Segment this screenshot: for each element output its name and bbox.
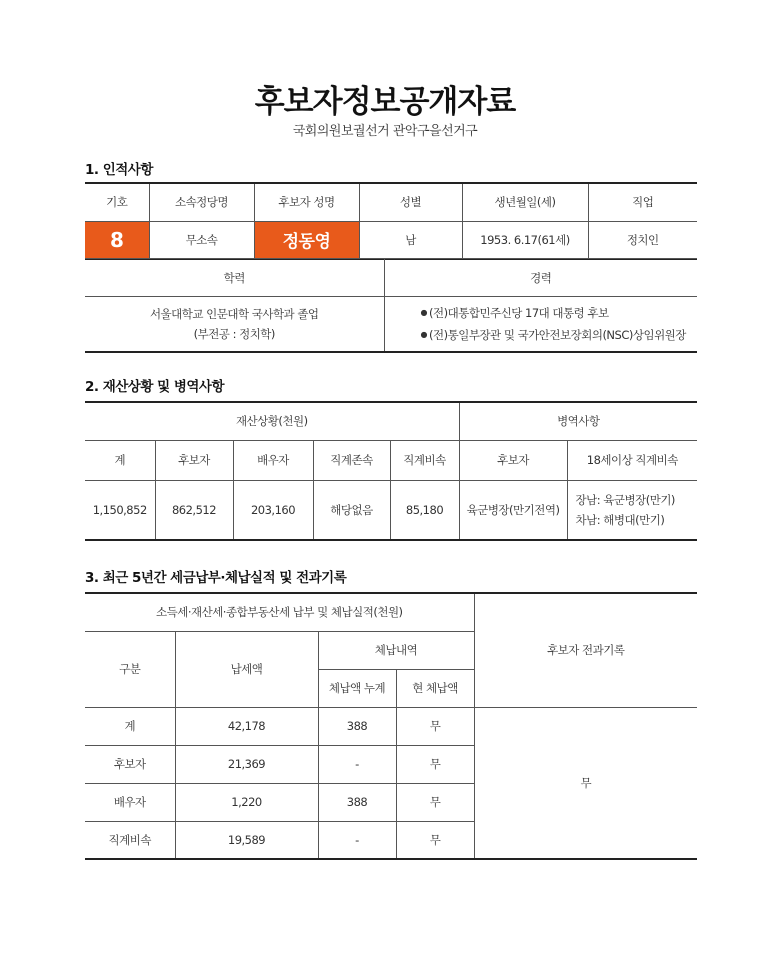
military-children xyxy=(567,480,697,540)
career-header: 경력 xyxy=(384,259,697,297)
assets-total: 1,150,852 xyxy=(85,480,155,540)
header-name: 후보자 성명 xyxy=(254,183,359,221)
col-mil-candidate: 후보자 xyxy=(459,440,567,480)
military-header: 병역사항 xyxy=(459,402,697,440)
section-title-tax: 3. 최근 5년간 세금납부·체납실적 및 전과기록 xyxy=(85,570,347,586)
assets-candidate: 862,512 xyxy=(155,480,233,540)
candidate-job: 정치인 xyxy=(588,221,697,259)
tax-row-arrears-current: 무 xyxy=(396,745,474,783)
education-header: 학력 xyxy=(223,270,245,285)
candidate-number: 8 xyxy=(85,221,149,259)
tax-header: 소득세·재산세·종합부동산세 납부 및 체납실적(천원) xyxy=(156,605,403,620)
tax-row-arrears-total: - xyxy=(318,745,396,783)
assets-spouse: 203,160 xyxy=(233,480,313,540)
education-line-2: (부전공 : 정치학) xyxy=(193,326,275,341)
property-military-table xyxy=(85,401,697,541)
col-total: 계 xyxy=(85,440,155,480)
header-number: 기호 xyxy=(106,195,128,210)
assets-descendant: 85,180 xyxy=(390,480,459,540)
career-value xyxy=(384,297,697,352)
candidate-birth: 1953. 6.17(61세) xyxy=(462,221,588,259)
col-arrears: 체납내역 xyxy=(318,631,474,669)
col-candidate: 후보자 xyxy=(155,440,233,480)
candidate-name: 정동영 xyxy=(254,221,359,259)
tax-row-label: 계 xyxy=(85,707,175,745)
tax-row-arrears-total: 388 xyxy=(318,783,396,821)
tax-row-label: 직계비속 xyxy=(85,821,175,859)
education-value xyxy=(85,297,384,352)
military-candidate: 육군병장(만기전역) xyxy=(459,480,567,540)
section-title-property: 2. 재산상황 및 병역사항 xyxy=(85,379,224,395)
tax-row-paid: 19,589 xyxy=(175,821,318,859)
col-mil-children: 18세이상 직계비속 xyxy=(567,440,697,480)
criminal-record-header: 후보자 전과기록 xyxy=(474,593,697,707)
col-arrears-current: 현 체납액 xyxy=(396,669,474,707)
tax-record-table xyxy=(85,592,697,860)
header-party: 소속정당명 xyxy=(149,183,254,221)
page-subtitle: 국회의원보궐선거 관악구을선거구 xyxy=(292,124,478,139)
military-child-2: 차남: 해병대(만기) xyxy=(575,512,665,527)
page-title: 후보자정보공개자료 xyxy=(254,84,516,120)
col-spouse: 배우자 xyxy=(233,440,313,480)
career-item: ● (전)통일부장관 및 국가안전보장회의(NSC)상임위원장 xyxy=(421,324,696,346)
tax-row-arrears-total: - xyxy=(318,821,396,859)
col-ascendant: 직계존속 xyxy=(313,440,390,480)
criminal-record-value: 무 xyxy=(474,707,697,859)
career-item: ● (전)대통합민주신당 17대 대통령 후보 xyxy=(421,302,696,324)
col-paid: 납세액 xyxy=(175,631,318,707)
education-career-table xyxy=(85,258,697,353)
tax-row-arrears-current: 무 xyxy=(396,707,474,745)
candidate-gender: 남 xyxy=(359,221,462,259)
col-arrears-total: 체납액 누계 xyxy=(318,669,396,707)
tax-row-arrears-current: 무 xyxy=(396,783,474,821)
header-job: 직업 xyxy=(588,183,697,221)
tax-row-paid: 21,369 xyxy=(175,745,318,783)
header-birth: 생년월일(세) xyxy=(462,183,588,221)
tax-row-arrears-total: 388 xyxy=(318,707,396,745)
header-gender: 성별 xyxy=(359,183,462,221)
tax-row-arrears-current: 무 xyxy=(396,821,474,859)
tax-row-paid: 1,220 xyxy=(175,783,318,821)
candidate-party: 무소속 xyxy=(149,221,254,259)
tax-row-label: 배우자 xyxy=(85,783,175,821)
education-line-1: 서울대학교 인문대학 국사학과 졸업 xyxy=(149,306,319,321)
tax-row-label: 후보자 xyxy=(85,745,175,783)
personal-info-table xyxy=(85,182,697,260)
tax-row-paid: 42,178 xyxy=(175,707,318,745)
col-descendant: 직계비속 xyxy=(390,440,459,480)
assets-ascendant: 해당없음 xyxy=(313,480,390,540)
military-child-1: 장남: 육군병장(만기) xyxy=(575,492,675,507)
col-category: 구분 xyxy=(85,631,175,707)
section-title-personal: 1. 인적사항 xyxy=(85,162,153,178)
assets-header: 재산상황(천원) xyxy=(235,414,308,429)
